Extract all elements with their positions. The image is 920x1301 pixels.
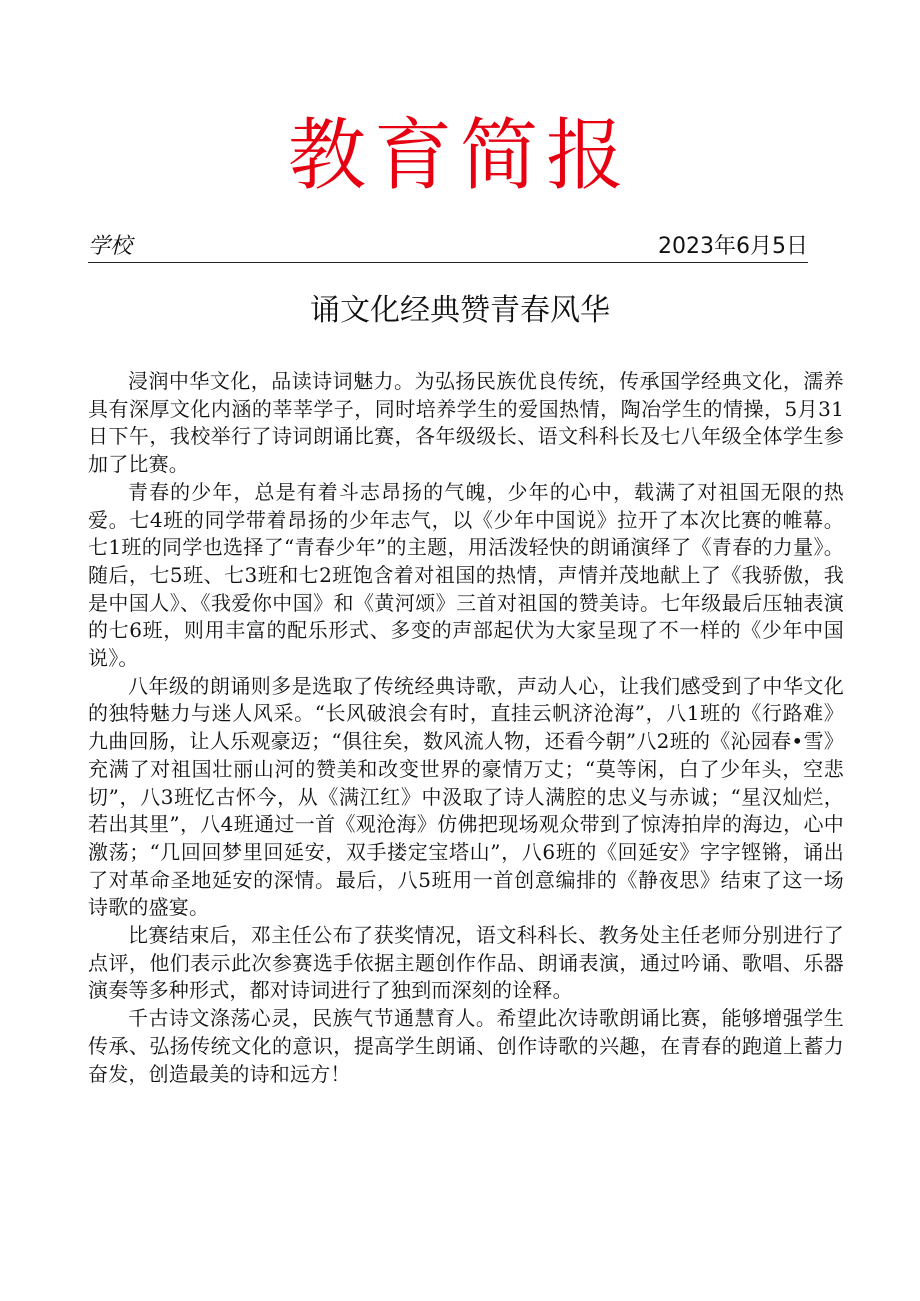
paragraph: 比赛结束后，邓主任公布了获奖情况，语文科科长、教务处主任老师分别进行了点评，他们表示此次参赛选手依据主题创作作品、朗诵表演，通过吟诵、歌唱、乐器演奏等多种形式，都对诗词进行了独到而深刻的诠释。 xyxy=(88,923,844,1003)
masthead-title: 教育简报 xyxy=(287,111,632,201)
paragraph: 浸润中华文化，品读诗词魅力。为弘扬民族优良传统，传承国学经典文化，濡养具有深厚文化内涵的莘莘学子，同时培养学生的爱国热情，陶冶学生的情操，5月31日下午，我校举行了诗词朗诵比赛，各年级级长、语文科科长及七八年级全体学生参加了比赛。 xyxy=(88,369,844,477)
paragraph: 青春的少年，总是有着斗志昂扬的气魄，少年的心中，载满了对祖国无限的热爱。七4班的同学带着昂扬的少年志气，以《少年中国说》拉开了本次比赛的帷幕。七1班的同学也选择了“青春少年”的主题，用活泼轻快的朗诵演绎了《青春的力量》。随后，七5班、七3班和七2班饱含着对祖国的热情，声情并茂地献上了《我骄傲，我是中国人》、《我爱你中国》和《黄河颂》三首对祖国的赞美诗。七年级最后压轴表演的七6班，则用丰富的配乐形式、多变的声部起伏为大家呈现了不一样的《少年中国说》。 xyxy=(88,479,844,671)
meta-row xyxy=(88,232,808,263)
paragraph: 千古诗文涤荡心灵，民族气节通慧育人。希望此次诗歌朗诵比赛，能够增强学生传承、弘扬传统文化的意识，提高学生朗诵、创作诗歌的兴趣，在青春的跑道上蓄力奋发，创造最美的诗和远方！ xyxy=(88,1006,844,1086)
issue-date: 2023年6月5日 xyxy=(658,234,808,259)
school-label: 学校 xyxy=(88,234,133,259)
paragraph: 八年级的朗诵则多是选取了传统经典诗歌，声动人心，让我们感受到了中华文化的独特魅力与迷人风采。“长风破浪会有时，直挂云帆济沧海”，八1班的《行路难》九曲回肠，让人乐观豪迈；“俱往矣，数风流人物，还看今朝”八2班的《沁园春•雪》充满了对祖国壮丽山河的赞美和改变世界的豪情万丈；“莫等闲，白了少年头，空悲切”，八3班忆古怀今，从《满江红》中汲取了诗人满腔的忠义与赤诚；“星汉灿烂，若出其里”，八4班通过一首《观沧海》仿佛把现场观众带到了惊涛拍岸的海边，心中激荡；“几回回梦里回延安，双手搂定宝塔山”，八6班的《回延安》字字铿锵，诵出了对革命圣地延安的深情。最后，八5班用一首创意编排的《静夜思》结束了这一场诗歌的盛宴。 xyxy=(88,673,844,920)
article-body xyxy=(88,368,844,1088)
article-headline: 诵文化经典赞青春风华 xyxy=(310,293,610,328)
